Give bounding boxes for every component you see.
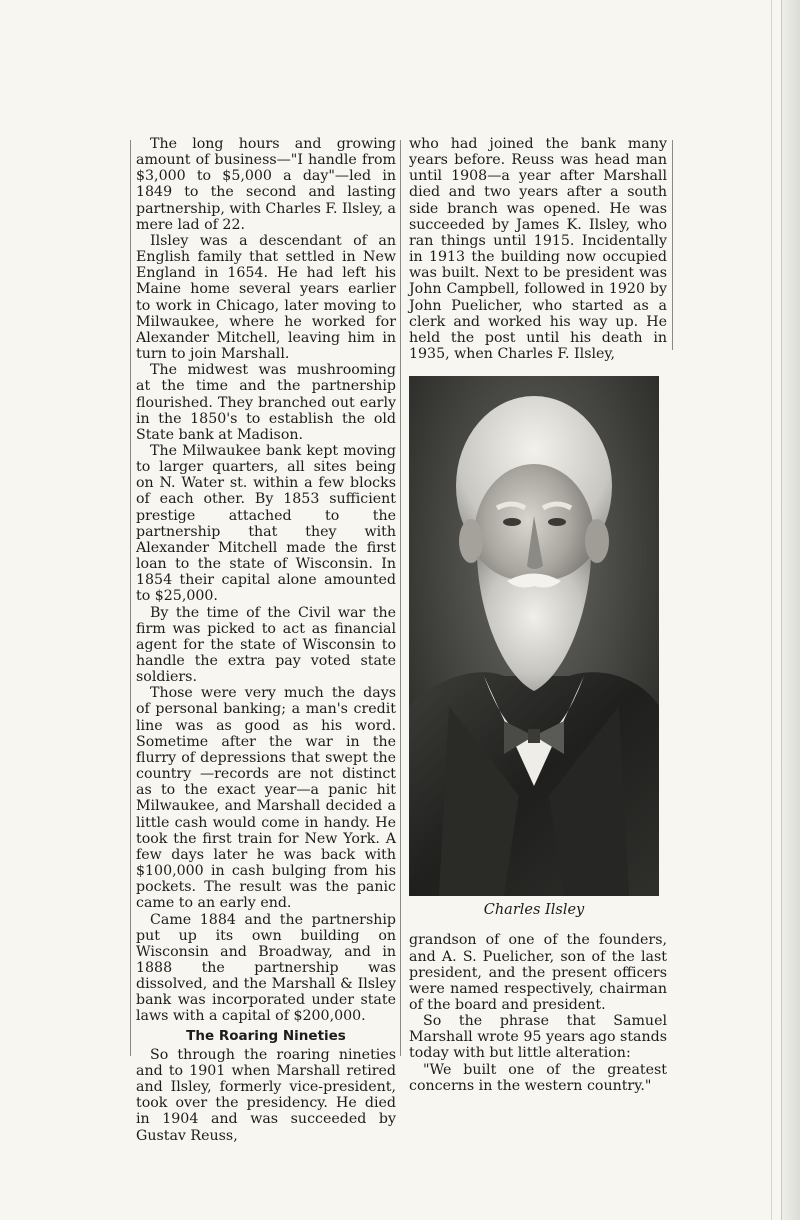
paragraph: By the time of the Civil war the firm was picked to act as financial agent for the state of Wisconsin to handle the extra pay voted state soldiers. [136, 604, 396, 686]
page-edge-line [771, 0, 772, 1220]
paragraph: So the phrase that Samuel Marshall wrote 95 years ago stands today with but little alteration: [409, 1013, 667, 1062]
paragraph: "We built one of the greatest concerns in the western country." [409, 1061, 667, 1094]
paragraph: Those were very much the days of personal banking; a man's credit line was as good as his word. Sometime after the war in the flurry of depressions that swept the country —records are not distinct as to the exact year—a panic hit Milwaukee, and Marshall decided a little cash would come in handy. He took the first train for New York. A few days later he was back with $100,000 in cash bulging from his pockets. The result was the panic came to an early end. [136, 685, 396, 912]
photo-caption: Charles Ilsley [483, 902, 585, 919]
column-rule-left [130, 140, 131, 1056]
column-rule-middle [400, 140, 401, 1056]
paragraph: grandson of one of the founders, and A. S. Puelicher, son of the last president, and the present officers were named respectively, chairman of the board and president. [409, 932, 667, 1013]
section-heading: The Roaring Nineties [186, 1027, 346, 1044]
portrait-image [409, 376, 659, 896]
paragraph: The long hours and growing amount of business—"I handle from $3,000 to $5,000 a day"—led in 1849 to the second and lasting partnership, with Charles F. Ilsley, a mere lad of 22. [136, 136, 396, 233]
paragraph: Came 1884 and the partnership put up its own building on Wisconsin and Broadway, and in 1888 the partnership was dissolved, and the Marshall & Ilsley bank was incorporated under state laws with a capital of $200,000. [136, 911, 396, 1025]
paragraph: So through the roaring nineties and to 1901 when Marshall retired and Ilsley, formerly vice-president, took over the presidency. He died in 1904 and was succeeded by Gustav Reuss, [136, 1046, 396, 1144]
left-column [136, 136, 396, 1144]
page-edge [781, 0, 800, 1220]
column-rule-right [672, 140, 673, 350]
paragraph: who had joined the bank many years before. Reuss was head man until 1908—a year after Marshall died and two years after a south side branch was opened. He was succeeded by James K. Ilsley, who ran things until 1915. Incidentally in 1913 the building now occupied was built. Next to be president was John Campbell, followed in 1920 by John Puelicher, who started as a clerk and worked his way up. He held the post until his death in 1935, when Charles F. Ilsley, [409, 136, 667, 363]
paragraph: Ilsley was a descendant of an English family that settled in New England in 1654. He had left his Maine home several years earlier to work in Chicago, later moving to Milwaukee, where he worked for Alexander Mitchell, leaving him in turn to join Marshall. [136, 232, 396, 363]
paragraph: The midwest was mushrooming at the time and the partnership flourished. They branched out early in the 1850's to establish the old State bank at Madison. [136, 362, 396, 443]
paragraph: The Milwaukee bank kept moving to larger quarters, all sites being on N. Water st. within a few blocks of each other. By 1853 sufficient prestige attached to the partnership that they with Alexander Mitchell made the first loan to the state of Wisconsin. In 1854 their capital alone amounted to $25,000. [136, 442, 396, 605]
right-column [409, 136, 667, 1094]
portrait-photo [409, 376, 659, 918]
